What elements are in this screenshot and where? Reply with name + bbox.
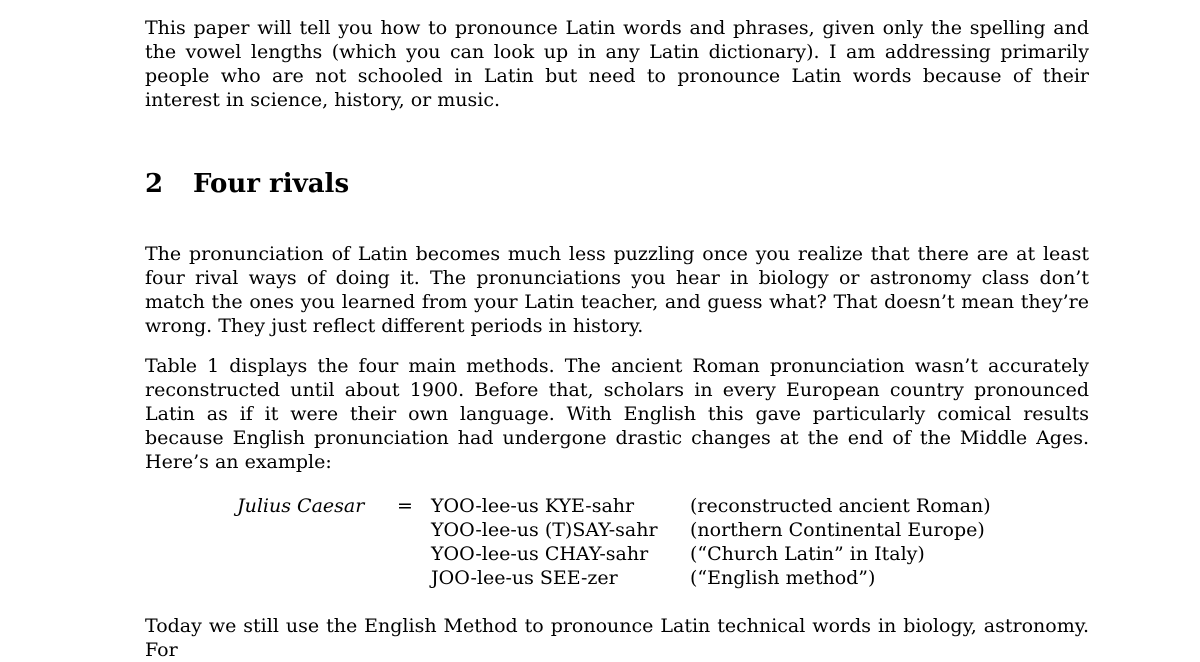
pronunciation-note: (reconstructed ancient Roman) (690, 495, 991, 517)
pronunciation: YOO-lee-us (T)SAY-sahr (431, 519, 658, 541)
body-paragraph-1: The pronunciation of Latin becomes much less puzzling once you realize that there are at least four rival ways of doing it. The pronunciations you hear in biology or astronomy class don’t match the ones you learned from your Latin teacher, and guess what? That doesn’t mean they’re wrong. They just reflect different periods in history. (145, 243, 1089, 337)
example-term: Julius Caesar (237, 495, 365, 517)
section-title: Four rivals (193, 169, 350, 199)
pronunciation: YOO-lee-us KYE-sahr (431, 495, 635, 517)
pronunciation: YOO-lee-us CHAY-sahr (431, 543, 649, 565)
pronunciation: JOO-lee-us SEE-zer (431, 567, 618, 589)
pronunciation-example (237, 494, 1089, 590)
body-paragraph-2: Table 1 displays the four main methods. The ancient Roman pronunciation wasn’t accurately reconstructed until about 1900. Before that, scholars in every European country pronounced Latin as if it were their own language. With English this gave particularly comical results because English pronunciation had undergone drastic changes at the end of the Middle Ages. Here’s an example: (145, 355, 1089, 473)
pronunciation-note: (northern Continental Europe) (690, 519, 985, 541)
section-heading (145, 168, 1089, 200)
intro-paragraph: This paper will tell you how to pronounce Latin words and phrases, given only the spelling and the vowel lengths (which you can look up in any Latin dictionary). I am addressing primarily people who are not schooled in Latin but need to pronounce Latin words because of their interest in science, history, or music. (145, 17, 1089, 111)
body-paragraph-3-partial: Today we still use the English Method to pronounce Latin technical words in biology, astronomy. For (145, 615, 1089, 661)
section-number: 2 (145, 169, 164, 199)
pronunciation-note: (“English method”) (690, 567, 876, 589)
document-page (145, 16, 1089, 662)
pronunciation-note: (“Church Latin” in Italy) (690, 543, 925, 565)
equals-sign: = (397, 495, 413, 517)
